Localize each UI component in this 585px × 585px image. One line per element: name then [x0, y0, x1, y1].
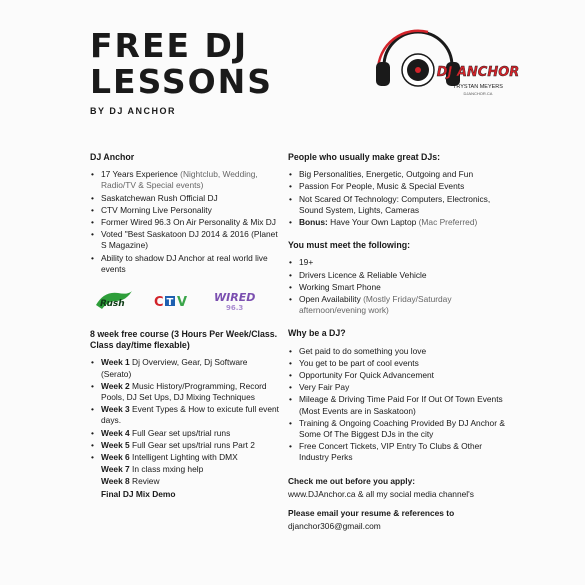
list-item [90, 193, 280, 204]
contact-section [288, 476, 513, 533]
week-label: Final DJ Mix Demo [101, 488, 176, 499]
item-text: Passion For People, Music & Special Events [299, 181, 465, 192]
week-item [90, 489, 280, 500]
list-item: • Opportunity For Quick Advancement [288, 370, 513, 381]
requirements-list [288, 257, 513, 316]
course-heading: 8 week free course (3 Hours Per Week/Class. Class day/time flexable) [90, 329, 278, 351]
week-item [90, 452, 280, 463]
list-item: • Training & Ongoing Coaching Provided By DJ Anchor & Some Of The Biggest DJs in the city [288, 418, 513, 440]
week-label: Week 3 [101, 404, 130, 415]
week-label: Week 5 [101, 439, 130, 450]
logo-site: DJANCHOR.CA [463, 91, 493, 96]
list-item [288, 270, 513, 281]
week-item [90, 428, 280, 439]
ctv-logo [154, 294, 192, 311]
item-detail: (Nightclub, Wedding, Radio/TV & Special events) [101, 169, 258, 191]
list-item: • Mileage & Driving Time Paid For If Out Of Town Events (Most Events are in Saskatoon) [288, 394, 513, 416]
list-item: • Very Fair Pay [288, 382, 513, 393]
list-item [90, 253, 280, 275]
right-column [288, 152, 513, 534]
email-link[interactable]: djanchor306@gmail.com [288, 521, 381, 532]
left-column [90, 152, 280, 501]
list-item: • Get paid to do something you love [288, 346, 513, 357]
svg-text:WIRED: WIRED [214, 291, 256, 305]
rush-logo [94, 289, 134, 313]
item-text: Saskatchewan Rush Official DJ [101, 192, 218, 203]
byline: BY DJ ANCHOR [90, 106, 177, 116]
dj-anchor-list [90, 169, 280, 275]
logo-brand: DJ ANCHOR [436, 65, 520, 80]
item-detail: (Mostly Friday/Saturday afternoon/evening work) [299, 294, 452, 316]
item-text: Former Wired 96.3 On Air Personality & Mix DJ [101, 217, 276, 228]
list-item [288, 217, 513, 228]
item-text: 19+ [299, 257, 314, 268]
week-label: Week 6 [101, 452, 130, 463]
week-text: Full Gear set ups/trial runs Part 2 [129, 439, 255, 450]
week-text: Music History/Programming, Record Pools, DJ Set Ups, DJ Mixing Techniques [101, 380, 267, 403]
station-logos [94, 287, 280, 315]
item-text: Big Personalities, Energetic, Outgoing and Fun [299, 169, 474, 180]
dj-anchor-heading: DJ Anchor [90, 152, 135, 162]
week-item [90, 464, 280, 475]
title-line-1: FREE DJ [90, 26, 249, 65]
svg-text:96.3: 96.3 [226, 304, 244, 313]
item-text: Open Availability [299, 294, 361, 305]
item-text: Voted "Best Saskatoon DJ 2014 & 2016 [101, 229, 249, 240]
item-text: Not Scared Of Technology: Computers, Electronics, Sound System, Lights, Cameras [299, 193, 491, 215]
why-dj-list [288, 346, 513, 464]
list-item [288, 257, 513, 268]
check-heading: Check me out before you apply: [288, 475, 416, 486]
week-item [90, 476, 280, 487]
item-text: 17 Years Experience [101, 169, 178, 180]
week-item [90, 381, 280, 403]
list-item [288, 282, 513, 293]
item-text: Ability to shadow DJ Anchor at real world live events [101, 252, 268, 274]
item-text: Drivers Licence & Reliable Vehicle [299, 269, 427, 280]
week-text: Full Gear set ups/trial runs [129, 427, 231, 438]
why-dj-heading: Why be a DJ? [288, 328, 346, 339]
list-item [288, 294, 513, 316]
great-djs-heading: People who usually make great DJs: [288, 152, 441, 162]
week-item [90, 440, 280, 451]
week-text: Dj Overview, Gear, Dj Software (Serato) [101, 357, 248, 379]
list-item [90, 217, 280, 228]
list-item [90, 229, 280, 251]
item-text: Have Your Own Laptop [327, 217, 417, 228]
svg-text:V: V [177, 295, 188, 311]
website-link[interactable]: www.DJAnchor.ca & all my social media channel's [288, 488, 474, 499]
great-djs-list [288, 169, 513, 228]
svg-text:C: C [154, 295, 164, 311]
week-text: Intelligent Lighting with DMX [129, 452, 238, 463]
week-item [90, 357, 280, 379]
item-text: CTV Morning Live Personality [101, 204, 212, 215]
week-text: In class mxing help [129, 464, 204, 475]
list-item [288, 181, 513, 192]
dj-anchor-logo [368, 26, 520, 104]
svg-text:T: T [166, 297, 174, 309]
list-item [90, 169, 280, 191]
week-text: Review [129, 476, 160, 487]
weeks-list [90, 357, 280, 499]
list-item [288, 194, 513, 216]
list-item [90, 205, 280, 216]
logo-name: TRYSTAN MEYERS [453, 84, 503, 90]
week-text: Event Types & How to exicute full event days. [101, 404, 279, 426]
list-item: • Free Concert Tickets, VIP Entry To Clubs & Other Industry Perks [288, 441, 513, 463]
week-label: Week 7 [101, 464, 130, 475]
page-title [90, 28, 273, 100]
list-item [288, 169, 513, 180]
bonus-label: Bonus: [299, 217, 328, 228]
week-item [90, 404, 280, 426]
svg-text:Rush: Rush [100, 299, 125, 310]
item-text: Working Smart Phone [299, 281, 381, 292]
email-heading: Please email your resume & references to [288, 508, 455, 519]
week-label: Week 8 [101, 476, 130, 487]
list-item: • You get to be part of cool events [288, 358, 513, 369]
week-label: Week 4 [101, 427, 130, 438]
item-detail: (Mac Preferred) [416, 217, 478, 228]
week-label: Week 2 [101, 380, 130, 391]
wired-logo [214, 290, 262, 312]
week-label: Week 1 [101, 357, 130, 368]
item-detail: (Planet S Magazine) [101, 229, 278, 251]
title-line-2: LESSONS [90, 62, 274, 101]
requirements-heading: You must meet the following: [288, 240, 411, 251]
